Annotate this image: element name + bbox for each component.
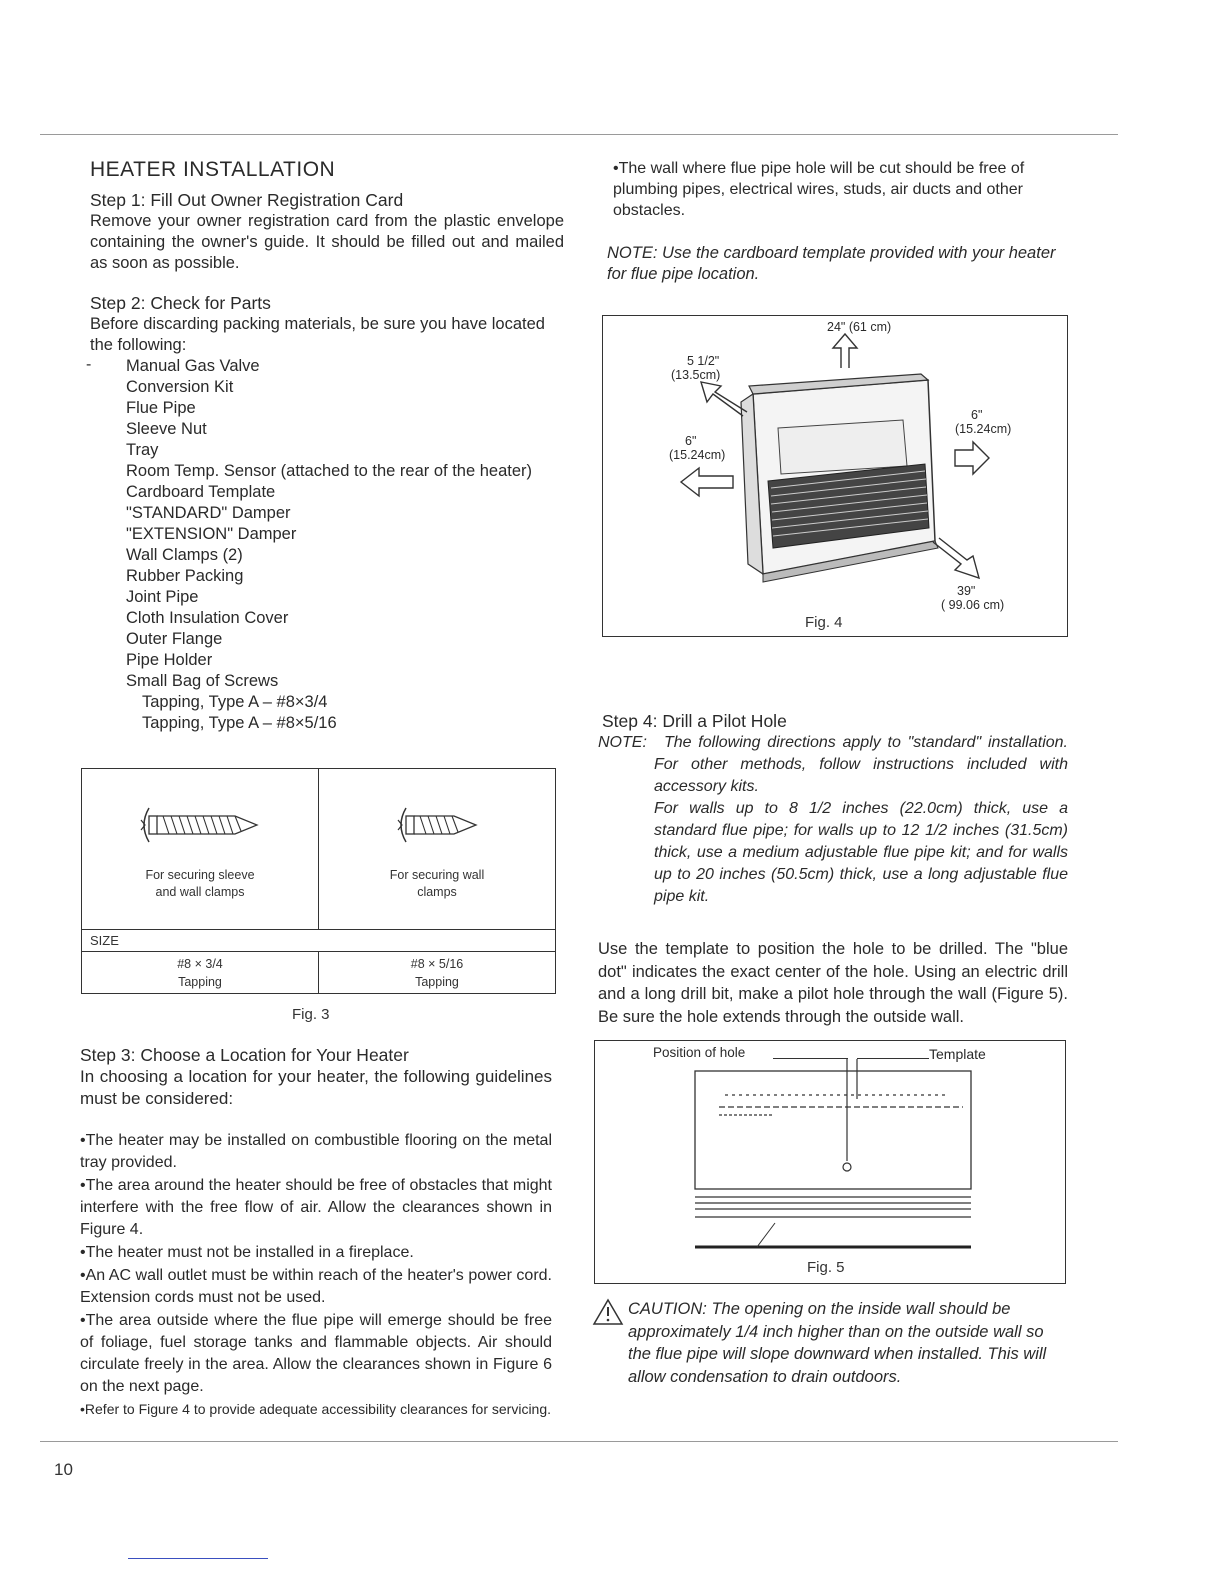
- step2-title: Step 2: Check for Parts: [90, 293, 271, 313]
- position-of-hole-label: Position of hole: [653, 1045, 746, 1060]
- caution-text: [628, 1298, 1068, 1388]
- list-item: •An AC wall outlet must be within reach of the heater's power cord. Extension cords must not be used.: [80, 1267, 552, 1306]
- left-screw-type: Tapping: [178, 974, 222, 989]
- list-item: Tray: [126, 441, 159, 459]
- step1-title: Step 1: Fill Out Owner Registration Card: [90, 190, 404, 210]
- clearance-right-in: 6": [971, 408, 983, 422]
- caution-body: The opening on the inside wall should be approximately 1/4 inch higher than on the outside wall so the flue pipe will slope downward when installed. This will allow condensation to drain outdoors.: [628, 1300, 1047, 1386]
- template-note-label: NOTE:: [607, 244, 658, 262]
- screw-item: Tapping, Type A – #8×5/16: [142, 714, 337, 732]
- list-item: Manual Gas Valve: [126, 357, 260, 375]
- clearance-front-cm: ( 99.06 cm): [941, 598, 1005, 612]
- clearance-left-in: 6": [685, 434, 697, 448]
- screw-item: Tapping, Type A – #8×3/4: [142, 693, 328, 711]
- step3-intro: In choosing a location for your heater, the following guidelines must be considered:: [80, 1067, 552, 1108]
- screw-cell-right: [319, 769, 556, 930]
- list-item: •Refer to Figure 4 to provide adequate accessibility clearances for servicing.: [80, 1401, 552, 1417]
- long-screw-icon: [135, 800, 265, 850]
- step4-note-line2: For walls up to 8 1/2 inches (22.0cm) thick, use a standard flue pipe; for walls up to 12 1/2 inches (31.5cm) thick, use a medium adjustable flue pipe kit; and for walls up to 20 inches (50.5cm) thick, use a long adjustable flue pipe kit.: [654, 800, 1068, 905]
- short-screw-icon: [392, 800, 482, 850]
- template-label: Template: [929, 1046, 986, 1062]
- step4-text: Use the template to position the hole to be drilled. The "blue dot" indicates the exact center of the hole. Using an electric drill and a long drill bit, make a pilot hole through the wall (Figure 5). Be sure the hole extends through the outside wall.: [598, 940, 1068, 1026]
- clearance-right-cm: (15.24cm): [955, 422, 1012, 436]
- list-item: •The area outside where the flue pipe will emerge should be free of foliage, fuel storage tanks and flammable objects. Air should circulate freely in the area. Allow the clearances shown in Figure 6 on the next page.: [80, 1312, 552, 1395]
- list-item: Conversion Kit: [126, 378, 234, 396]
- fig5-box: [594, 1040, 1066, 1284]
- list-item: Room Temp. Sensor (attached to the rear of the heater): [126, 462, 532, 480]
- screw-cell-left: [82, 769, 319, 930]
- right-top-block: [607, 158, 1079, 285]
- step3-bullets: [80, 1130, 552, 1419]
- list-item: •The heater may be installed on combustible flooring on the metal tray provided.: [80, 1132, 552, 1171]
- right-screw-size: #8 × 5/16: [410, 956, 464, 971]
- step4-note: [598, 732, 1068, 908]
- list-item: Rubber Packing: [126, 567, 244, 585]
- clearance-left-cm: (15.24cm): [669, 448, 726, 462]
- footer-link-underline: [128, 1558, 268, 1559]
- size-label: SIZE: [90, 933, 119, 948]
- step3-title: Step 3: Choose a Location for Your Heater: [80, 1045, 409, 1065]
- left-column: [86, 158, 564, 734]
- parts-list: [126, 356, 562, 734]
- step4-title: Step 4: Drill a Pilot Hole: [602, 711, 787, 731]
- template-note-text: Use the cardboard template provided with your heater for flue pipe location.: [607, 244, 1056, 283]
- step4-note-label: NOTE:: [598, 734, 647, 751]
- list-item: Cloth Insulation Cover: [126, 609, 289, 627]
- list-item: Flue Pipe: [126, 399, 196, 417]
- page-number: 10: [54, 1460, 73, 1479]
- fig4-caption: Fig. 4: [805, 614, 843, 631]
- list-item: "EXTENSION" Damper: [126, 525, 297, 543]
- right-screw-use: For securing wall clamps: [389, 868, 485, 899]
- list-bullet: -: [86, 356, 92, 373]
- section-heading: HEATER INSTALLATION: [90, 158, 336, 181]
- caution-block: [592, 1298, 1068, 1388]
- left-screw-use: For securing sleeve and wall clamps: [145, 868, 255, 899]
- step3-block: [80, 1045, 552, 1420]
- list-item: Small Bag of Screws: [126, 672, 279, 690]
- position-leader-line: [773, 1058, 848, 1059]
- right-size-cell: [319, 952, 556, 994]
- step4-block: [598, 711, 1068, 1028]
- left-screw-size: #8 × 3/4: [177, 956, 223, 971]
- step1-text: Remove your owner registration card from the plastic envelope containing the owner's guide. It should be filled out and mailed as soon as possible.: [90, 212, 564, 272]
- fig3-screw-table: [81, 768, 556, 994]
- template-diagram: [595, 1041, 1065, 1283]
- list-item: Sleeve Nut: [126, 420, 207, 438]
- warning-triangle-icon: [592, 1298, 624, 1326]
- wall-bullet: •The wall where flue pipe hole will be cut should be free of plumbing pipes, electrical wires, studs, air ducts and other obstacles.: [613, 160, 1025, 219]
- list-item: Wall Clamps (2): [126, 546, 243, 564]
- left-size-cell: [82, 952, 319, 994]
- top-rule: [40, 134, 1118, 135]
- clearance-back-in: 5 1/2": [687, 354, 720, 368]
- bottom-rule: [40, 1441, 1118, 1442]
- list-item: •The heater must not be installed in a fireplace.: [80, 1244, 414, 1261]
- clearance-front-in: 39": [957, 584, 976, 598]
- list-item: Outer Flange: [126, 630, 223, 648]
- fig4-box: [602, 315, 1068, 637]
- list-item: Cardboard Template: [126, 483, 276, 501]
- right-screw-type: Tapping: [415, 974, 459, 989]
- step4-note-line1: The following directions apply to "standard" installation. For other methods, follow instructions included with accessory kits.: [654, 734, 1068, 795]
- fig5-caption: Fig. 5: [807, 1259, 845, 1276]
- heater-clearance-diagram: [603, 316, 1067, 636]
- clearance-top: 24" (61 cm): [827, 320, 892, 334]
- template-note: [607, 243, 1079, 285]
- list-item: •The area around the heater should be free of obstacles that might interfere with the free flow of air. Allow the clearances shown in Figure 4.: [80, 1177, 552, 1238]
- fig3-caption: Fig. 3: [292, 1006, 330, 1023]
- list-item: Pipe Holder: [126, 651, 213, 669]
- clearance-back-cm: (13.5cm): [671, 368, 721, 382]
- list-item: "STANDARD" Damper: [126, 504, 291, 522]
- size-label-cell: [82, 930, 556, 952]
- template-leader-line: [857, 1058, 929, 1059]
- caution-label: CAUTION:: [628, 1300, 707, 1318]
- list-item: Joint Pipe: [126, 588, 199, 606]
- step2-intro: Before discarding packing materials, be sure you have located the following:: [90, 315, 545, 354]
